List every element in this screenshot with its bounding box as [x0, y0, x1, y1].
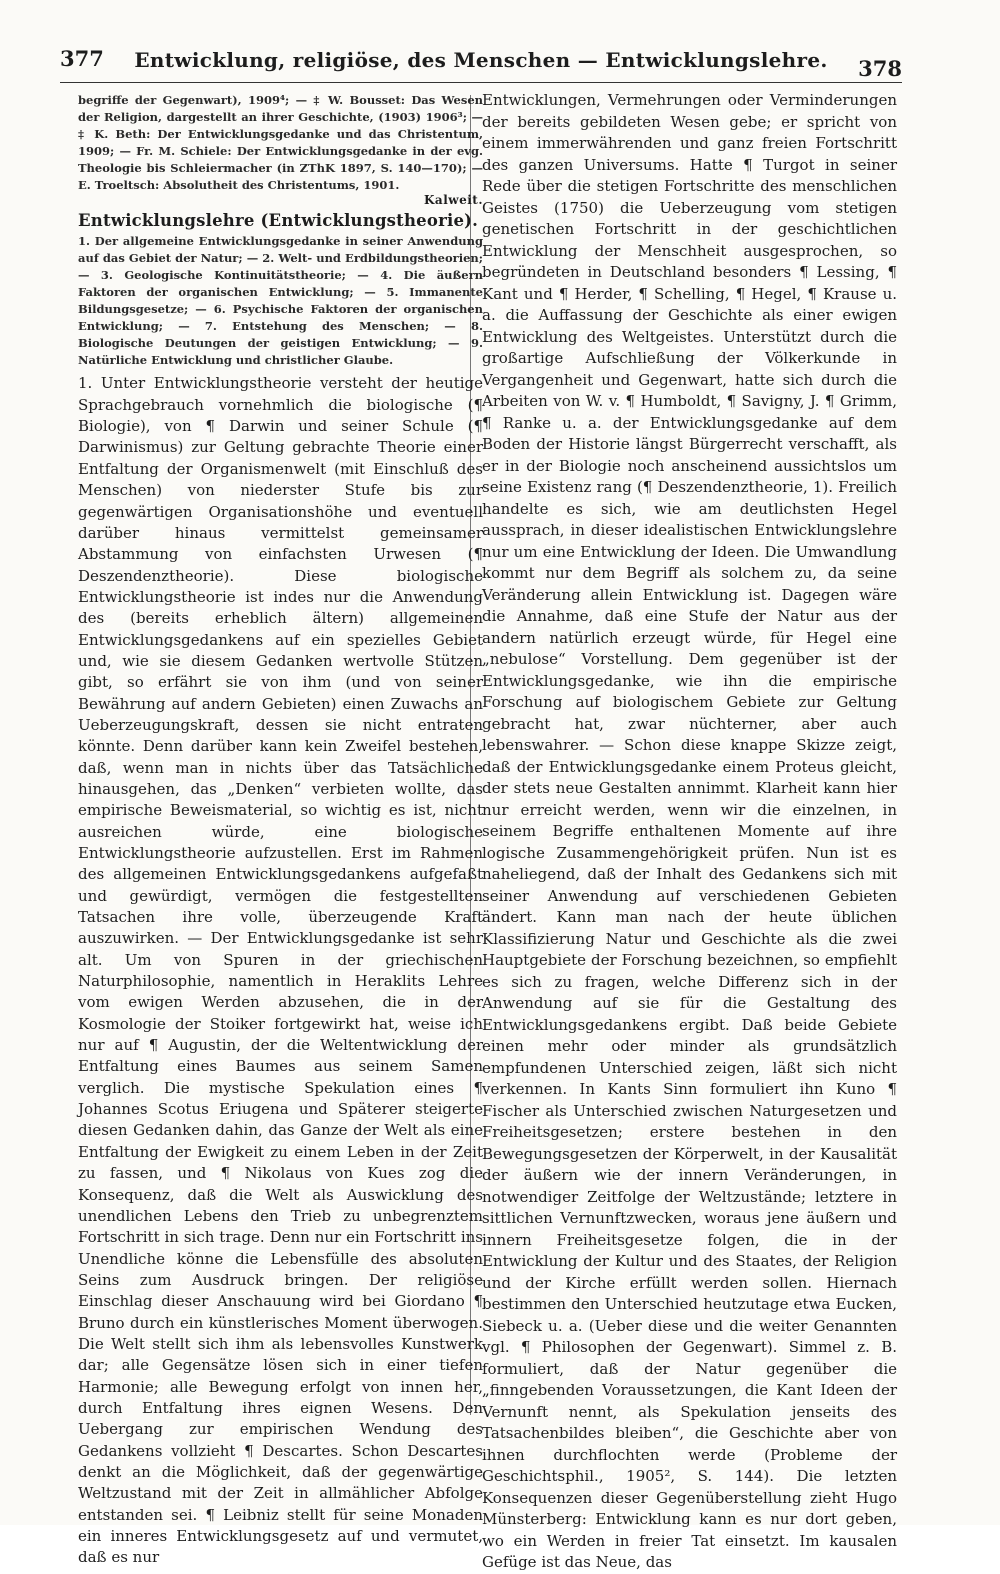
page-number-left: 377: [60, 46, 104, 71]
bibliography: begriffe der Gegenwart), 1909⁴; — ‡ W. Bousset: Das Wesen der Religion, dargestellt an ihrer Geschichte, (1903) 1906³; — ‡ K. Beth: Der Entwicklungsgedanke und das Christentum, 1909; — Fr. M. Schiele: Der Entwicklungsgedanke in der evg. Theologie bis Schleiermacher (in ZThK 1897, S. 140—170); — E. Troeltsch: Absolutheit des Christentums, 1901.: [78, 93, 483, 192]
right-body-text: Entwicklungen, Vermehrungen oder Verminderungen der bereits gebildeten Wesen gebe; er spricht von einem immerwährenden und ganz freien Fortschritt des ganzen Universums. Hatte ¶ Turgot in seiner Rede über die stetigen Fortschritte des menschlichen Geistes (1750) die Ueberzeugung vom stetigen genetischen Fortschritt in der geschichtlichen Entwicklung der Menschheit ausgesprochen, so begründeten in Deutschland besonders ¶ Lessing, ¶ Kant und ¶ Herder, ¶ Schelling, ¶ Hegel, ¶ Krause u. a. die Auffassung der Geschichte als einer ewigen Entwicklung des Weltgeistes. Unterstützt durch die großartige Aufschließung der Völkerkunde in Vergangenheit und Gegenwart, hatte sich durch die Arbeiten von W. v. ¶ Humboldt, ¶ Savigny, J. ¶ Grimm, ¶ Ranke u. a. der Entwicklungsgedanke auf dem Boden der Historie längst Bürgerrecht verschafft, als er in der Biologie noch anscheinend aussichtslos um seine Existenz rang (¶ Deszendenztheorie, 1). Freilich handelte es sich, wie am deutlichsten Hegel aussprach, in dieser idealistischen Entwicklungslehre nur um eine Entwicklung der Ideen. Die Umwandlung kommt nur dem Begriff als solchem zu, da seine Veränderung allein Entwicklung ist. Dagegen wäre die Annahme, daß eine Stufe der Natur aus der andern natürlich erzeugt würde, für Hegel eine „nebulose“ Vorstellung. Dem gegenüber ist der Entwicklungsgedanke, wie ihn die empirische Forschung auf biologischem Gebiete zur Geltung gebracht hat, zwar nüchterner, aber auch lebenswahrer. — Schon diese knappe Skizze zeigt, daß der Entwicklungsgedanke einem Proteus gleicht, der stets neue Gestalten annimmt. Klarheit kann hier nur erreicht werden, wenn wir die einzelnen, in seinem Begriffe enthaltenen Momente auf ihre logische Zusammengehörigkeit prüfen. Nun ist es naheliegend, daß der Inhalt des Gedankens sich mit seiner Anwendung auf verschiedenen Gebieten ändert. Kann man nach der heute üblichen Klassifizierung Natur und Geschichte als die zwei Hauptgebiete der Forschung bezeichnen, so empfiehlt es sich zu fragen, welche Differenz sich in der Anwendung auf sie für die Gestaltung des Entwicklungsgedankens ergibt. Daß beide Gebiete einen mehr oder minder als grundsätzlich empfundenen Unterschied zeigen, läßt sich nicht verkennen. In Kants Sinn formuliert ihn Kuno ¶ Fischer als Unterschied zwischen Naturgesetzen und Freiheitsgesetzen; erstere bestehen in den Bewegungsgesetzen der Körperwelt, in der Kausalität der äußern wie der innern Veränderungen, in notwendiger Zeitfolge der Weltzustände; letztere in sittlichen Vernunftzwecken, woraus jene äußern und innern Freiheitsgesetze folgen, die in der Entwicklung der Kultur und des Staates, der Religion und der Kirche erfüllt werden sollen. Hiernach bestimmen den Unterschied heutzutage etwa Eucken, Siebeck u. a. (Ueber diese und die weiter Genannten vgl. ¶ Philosophen der Gegenwart). Simmel z. B. formuliert, daß der Natur gegenüber die „finngebenden Voraussetzungen, die Kant Ideen der Vernunft nennt, als Spekulation jenseits des Tatsachenbildes bleiben“, die Geschichte aber von ihnen durchflochten werde (Probleme der Geschichtsphil., 1905², S. 144). Die letzten Konsequenzen dieser Gegenüberstellung zieht Hugo Münsterberg: Entwicklung kann es nur dort geben, wo ein Werden in freier Tat einsetzt. Im kausalen Gefüge ist das Neue, das: [482, 91, 897, 1571]
page-number-right: 378: [858, 56, 902, 81]
right-column: [482, 90, 897, 1574]
table-of-contents: 1. Der allgemeine Entwicklungsgedanke in seiner Anwendung auf das Gebiet der Natur; — 2. Welt- und Erdbildungstheorien; — 3. Geologische Kontinuitätstheorie; — 4. Die äußern Faktoren der organischen Entwicklung; — 5. Immanente Bildungsgesetze; — 6. Psychische Faktoren der organischen Entwicklung; — 7. Entstehung des Menschen; — 8. Biologische Deutungen der geistigen Entwicklung; — 9. Natürliche Entwicklung und christlicher Glaube.: [78, 234, 483, 368]
running-title: Entwicklung, religiöse, des Menschen — Entwicklungslehre.: [134, 48, 828, 72]
article-title: Entwicklungslehre (Entwicklungstheorie).: [78, 211, 479, 231]
left-column: [78, 92, 483, 1569]
left-body-text: 1. Unter Entwicklungstheorie versteht der heutige Sprachgebrauch vornehmlich die biologische (¶ Biologie), von ¶ Darwin und seiner Schule (¶ Darwinismus) zur Geltung gebrachte Theorie einer Entfaltung der Organismenwelt (mit Einschluß des Menschen) von niederster Stufe bis zur gegenwärtigen Organisationshöhe und eventuell darüber hinaus vermittelst gemeinsamer Abstammung von einfachsten Urwesen (¶ Deszendenztheorie). Diese biologische Entwicklungstheorie ist indes nur die Anwendung des (bereits erheblich ältern) allgemeinen Entwicklungsgedankens auf ein spezielles Gebiet und, wie sie diesem Gedanken wertvolle Stützen gibt, so erfährt sie von ihm (und von seiner Bewährung auf andern Gebieten) einen Zuwachs an Ueberzeugungskraft, dessen sie nicht entraten könnte. Denn darüber kann kein Zweifel bestehen, daß, wenn man in nichts über das Tatsächliche hinausgehen, das „Denken“ verbieten wollte, das empirische Beweismaterial, so wichtig es ist, nicht ausreichen würde, eine biologische Entwicklungstheorie aufzustellen. Erst im Rahmen des allgemeinen Entwicklungsgedankens aufgefaßt und gewürdigt, vermögen die festgestellten Tatsachen ihre volle, überzeugende Kraft auszuwirken. — Der Entwicklungsgedanke ist sehr alt. Um von Spuren in der griechischen Naturphilosophie, namentlich in Heraklits Lehre vom ewigen Werden abzusehen, die in der Kosmologie der Stoiker fortgewirkt hat, weise ich nur auf ¶ Augustin, der die Weltentwicklung der Entfaltung eines Baumes aus seinem Samen verglich. Die mystische Spekulation eines ¶ Johannes Scotus Eriugena und Späterer steigerte diesen Gedanken dahin, das Ganze der Welt als eine Entfaltung der Ewigkeit zu einem Leben in der Zeit zu fassen, und ¶ Nikolaus von Kues zog die Konsequenz, daß die Welt als Auswicklung des unendlichen Lebens den Trieb zu unbegrenztem Fortschritt in sich trage. Denn nur ein Fortschritt ins Unendliche könne die Lebensfülle des absoluten Seins zum Ausdruck bringen. Der religiöse Einschlag dieser Anschauung wird bei Giordano ¶ Bruno durch ein künstlerisches Moment überwogen. Die Welt stellt sich ihm als lebensvolles Kunstwerk dar; alle Gegensätze lösen sich in einer tiefen Harmonie; alle Bewegung erfolgt von innen her, durch Entfaltung ihres eignen Wesens. Den Uebergang zur empirischen Wendung des Gedankens vollzieht ¶ Descartes. Schon Descartes denkt an die Möglichkeit, daß der gegenwärtige Weltzustand mit der Zeit in allmählicher Abfolge entstanden sei. ¶ Leibniz stellt für seine Monaden ein inneres Entwicklungsgesetz auf und vermutet, daß es nur: [78, 374, 483, 1567]
running-header: [60, 42, 902, 83]
author-signature: Kalweit.: [423, 193, 483, 208]
